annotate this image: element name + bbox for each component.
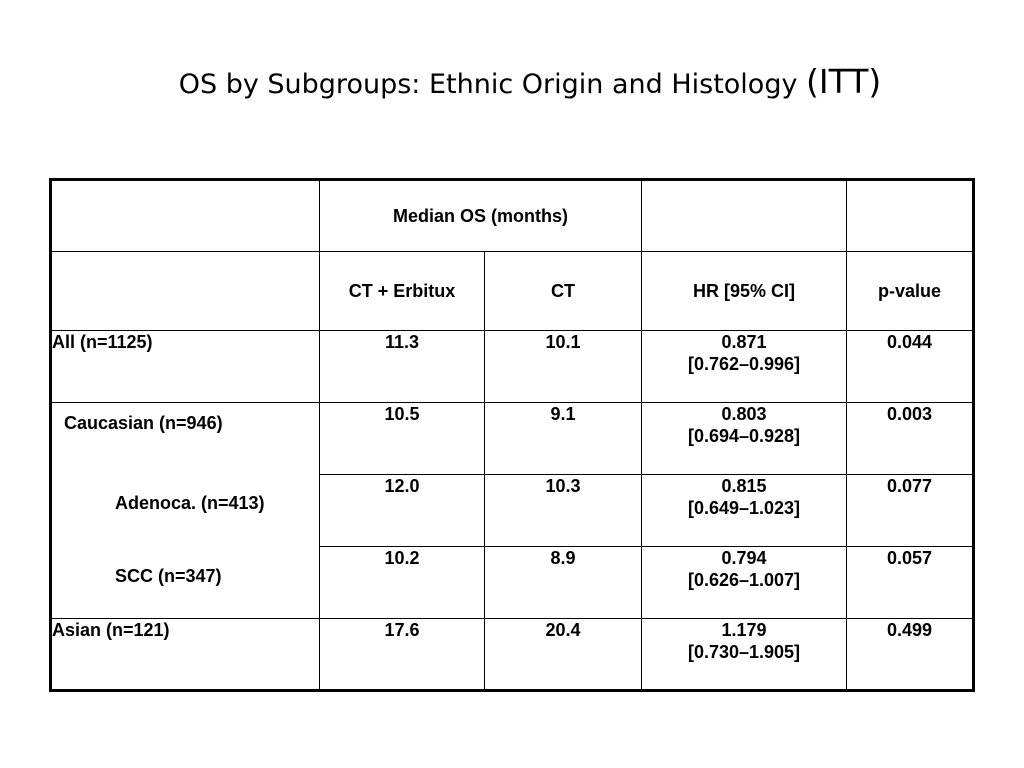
hr-value: 0.815	[721, 476, 767, 496]
hr-value: 1.179	[721, 620, 767, 640]
hr-cell	[642, 547, 847, 619]
column-header-ct: CT	[485, 252, 642, 331]
ct-erbitux-value: 11.3	[320, 331, 485, 403]
empty-header-cell	[847, 180, 974, 252]
hr-ci: [0.762–0.996]	[687, 354, 801, 374]
ct-value: 10.3	[485, 475, 642, 547]
row-label: All (n=1125)	[51, 331, 320, 403]
hr-value: 0.871	[721, 332, 767, 352]
row-label: Asian (n=121)	[51, 619, 320, 691]
p-value: 0.499	[847, 619, 974, 691]
os-subgroup-table	[49, 178, 975, 692]
ct-erbitux-value: 10.5	[320, 403, 485, 475]
ct-value: 20.4	[485, 619, 642, 691]
p-value: 0.057	[847, 547, 974, 619]
title-main: OS by Subgroups: Ethnic Origin and Histology	[178, 69, 798, 100]
group-header-row	[51, 180, 974, 252]
p-value: 0.044	[847, 331, 974, 403]
hr-value: 0.803	[721, 404, 767, 424]
empty-header-cell	[51, 252, 320, 331]
hr-cell	[642, 619, 847, 691]
row-label: Caucasian (n=946)	[64, 413, 223, 433]
p-value: 0.077	[847, 475, 974, 547]
slide-title	[0, 62, 1024, 101]
ct-value: 10.1	[485, 331, 642, 403]
row-label-sub: SCC (n=347)	[115, 566, 222, 586]
hr-cell	[642, 475, 847, 547]
hr-cell	[642, 331, 847, 403]
column-header-p-value: p-value	[847, 252, 974, 331]
hr-ci: [0.626–1.007]	[687, 570, 801, 590]
p-value: 0.003	[847, 403, 974, 475]
hr-cell	[642, 403, 847, 475]
median-os-header: Median OS (months)	[320, 180, 642, 252]
table-row	[51, 619, 974, 691]
hr-ci: [0.694–0.928]	[687, 426, 801, 446]
hr-value: 0.794	[721, 548, 767, 568]
ct-erbitux-value: 17.6	[320, 619, 485, 691]
ct-erbitux-value: 10.2	[320, 547, 485, 619]
column-header-hr: HR [95% CI]	[642, 252, 847, 331]
column-header-ct-erbitux: CT + Erbitux	[320, 252, 485, 331]
ct-erbitux-value: 12.0	[320, 475, 485, 547]
table-row	[51, 331, 974, 403]
hr-ci: [0.730–1.905]	[687, 642, 801, 662]
empty-header-cell	[642, 180, 847, 252]
ct-value: 9.1	[485, 403, 642, 475]
column-header-row	[51, 252, 974, 331]
caucasian-label-cell	[51, 403, 320, 619]
title-suffix: (ITT)	[806, 62, 882, 101]
hr-ci: [0.649–1.023]	[687, 498, 801, 518]
empty-header-cell	[51, 180, 320, 252]
table-row	[51, 403, 974, 475]
ct-value: 8.9	[485, 547, 642, 619]
row-label-sub: Adenoca. (n=413)	[115, 493, 265, 513]
